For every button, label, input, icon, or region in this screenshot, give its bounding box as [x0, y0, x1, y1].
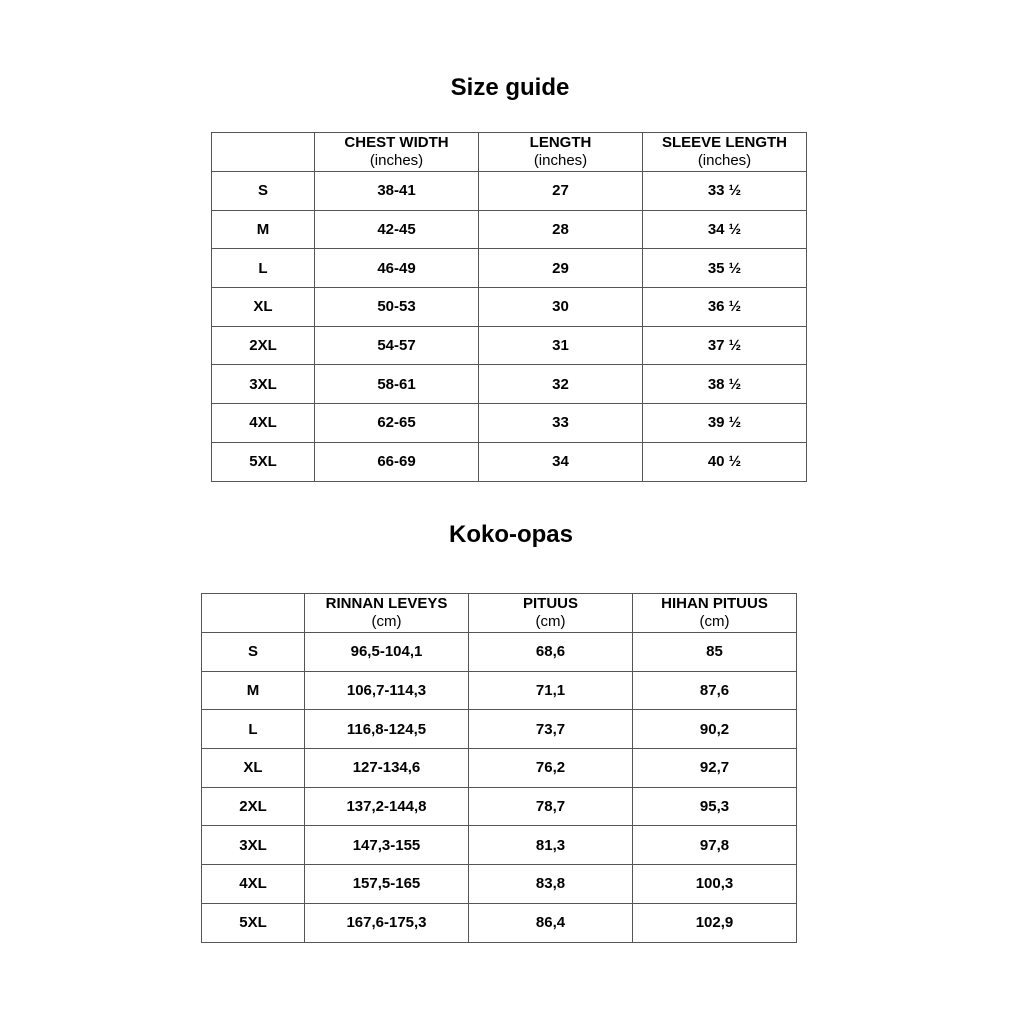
table-row [212, 249, 807, 288]
header-cell-hihan-pituus [633, 594, 797, 633]
size-cell: 3XL [212, 365, 315, 404]
rinnan-leveys-cell: 96,5-104,1 [305, 633, 469, 672]
size-guide-table [211, 132, 807, 482]
header-cell-koko [202, 594, 305, 633]
table-row [202, 826, 797, 865]
table-row [202, 749, 797, 788]
table-row [202, 865, 797, 904]
size-cell: 2XL [202, 787, 305, 826]
header-label: PITUUS [522, 595, 578, 612]
table-row [212, 365, 807, 404]
koko-opas-table [201, 593, 797, 943]
size-cell: 5XL [202, 903, 305, 942]
table-row [202, 787, 797, 826]
table-row [212, 210, 807, 249]
size-cell: S [202, 633, 305, 672]
size-cell: XL [212, 288, 315, 327]
table-header-row [212, 133, 807, 172]
header-label: HIHAN PITUUS [661, 595, 768, 612]
pituus-cell: 81,3 [469, 826, 633, 865]
pituus-cell: 68,6 [469, 633, 633, 672]
rinnan-leveys-cell: 116,8-124,5 [305, 710, 469, 749]
table-header-row [202, 594, 797, 633]
rinnan-leveys-cell: 137,2-144,8 [305, 787, 469, 826]
header-cell-chest-width [315, 133, 479, 172]
chest-width-cell: 62-65 [315, 404, 479, 443]
header-unit: (cm) [699, 613, 730, 630]
length-cell: 29 [479, 249, 643, 288]
length-cell: 33 [479, 404, 643, 443]
size-guide-title: Size guide [450, 74, 570, 101]
header-label: RINNAN LEVEYS [325, 595, 448, 612]
hihan-pituus-cell: 102,9 [633, 903, 797, 942]
length-cell: 27 [479, 172, 643, 211]
size-cell: 5XL [212, 442, 315, 481]
header-unit: (inches) [369, 152, 424, 169]
length-cell: 28 [479, 210, 643, 249]
pituus-cell: 86,4 [469, 903, 633, 942]
length-cell: 31 [479, 326, 643, 365]
header-label: SLEEVE LENGTH [661, 134, 788, 151]
sleeve-length-cell: 36 ½ [643, 288, 807, 327]
header-cell-sleeve-length [643, 133, 807, 172]
size-cell: 2XL [212, 326, 315, 365]
header-cell-length [479, 133, 643, 172]
header-label: CHEST WIDTH [344, 134, 449, 151]
header-cell-rinnan-leveys [305, 594, 469, 633]
size-cell: XL [202, 749, 305, 788]
header-unit: (inches) [697, 152, 752, 169]
length-cell: 34 [479, 442, 643, 481]
size-cell: M [202, 671, 305, 710]
hihan-pituus-cell: 97,8 [633, 826, 797, 865]
size-cell: L [202, 710, 305, 749]
rinnan-leveys-cell: 157,5-165 [305, 865, 469, 904]
koko-opas-title: Koko-opas [448, 521, 573, 548]
table-row [212, 404, 807, 443]
sleeve-length-cell: 38 ½ [643, 365, 807, 404]
rinnan-leveys-cell: 167,6-175,3 [305, 903, 469, 942]
sleeve-length-cell: 39 ½ [643, 404, 807, 443]
header-cell-pituus [469, 594, 633, 633]
table-row [202, 671, 797, 710]
table-row [202, 633, 797, 672]
chest-width-cell: 46-49 [315, 249, 479, 288]
pituus-cell: 83,8 [469, 865, 633, 904]
table-row [212, 172, 807, 211]
pituus-cell: 71,1 [469, 671, 633, 710]
table-row [212, 288, 807, 327]
hihan-pituus-cell: 92,7 [633, 749, 797, 788]
chest-width-cell: 38-41 [315, 172, 479, 211]
rinnan-leveys-cell: 147,3-155 [305, 826, 469, 865]
pituus-cell: 78,7 [469, 787, 633, 826]
header-unit: (inches) [533, 152, 588, 169]
chest-width-cell: 42-45 [315, 210, 479, 249]
sleeve-length-cell: 37 ½ [643, 326, 807, 365]
hihan-pituus-cell: 100,3 [633, 865, 797, 904]
size-cell: 4XL [202, 865, 305, 904]
pituus-cell: 76,2 [469, 749, 633, 788]
size-cell: M [212, 210, 315, 249]
header-unit: (cm) [371, 613, 402, 630]
rinnan-leveys-cell: 127-134,6 [305, 749, 469, 788]
table-row [212, 442, 807, 481]
rinnan-leveys-cell: 106,7-114,3 [305, 671, 469, 710]
size-cell: 3XL [202, 826, 305, 865]
hihan-pituus-cell: 95,3 [633, 787, 797, 826]
size-cell: 4XL [212, 404, 315, 443]
header-cell-size [212, 133, 315, 172]
sleeve-length-cell: 40 ½ [643, 442, 807, 481]
chest-width-cell: 50-53 [315, 288, 479, 327]
header-label: LENGTH [529, 134, 592, 151]
size-cell: S [212, 172, 315, 211]
table-row [202, 903, 797, 942]
length-cell: 30 [479, 288, 643, 327]
hihan-pituus-cell: 85 [633, 633, 797, 672]
sleeve-length-cell: 34 ½ [643, 210, 807, 249]
header-unit: (cm) [535, 613, 566, 630]
size-cell: L [212, 249, 315, 288]
table-row [212, 326, 807, 365]
hihan-pituus-cell: 87,6 [633, 671, 797, 710]
table-row [202, 710, 797, 749]
length-cell: 32 [479, 365, 643, 404]
chest-width-cell: 66-69 [315, 442, 479, 481]
pituus-cell: 73,7 [469, 710, 633, 749]
sleeve-length-cell: 35 ½ [643, 249, 807, 288]
sleeve-length-cell: 33 ½ [643, 172, 807, 211]
chest-width-cell: 58-61 [315, 365, 479, 404]
chest-width-cell: 54-57 [315, 326, 479, 365]
hihan-pituus-cell: 90,2 [633, 710, 797, 749]
